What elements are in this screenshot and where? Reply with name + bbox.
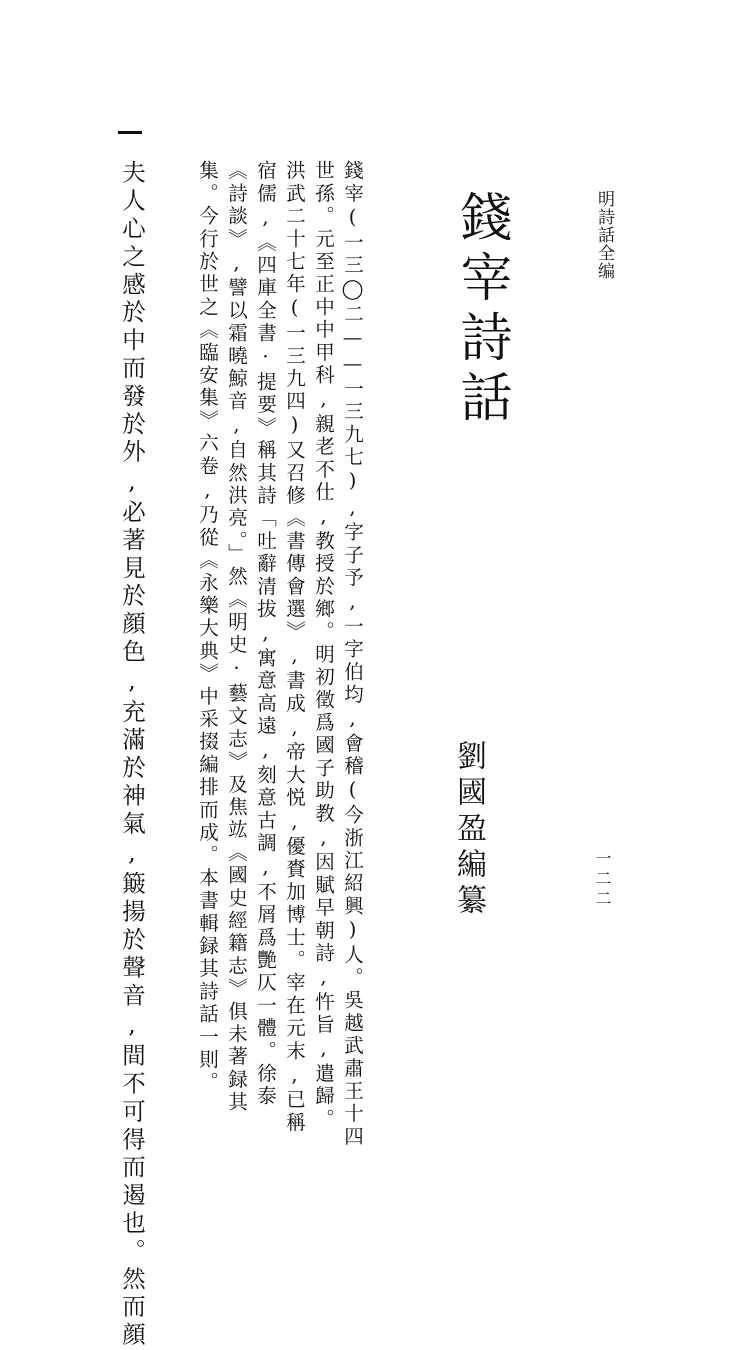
intro-column-6: 集。今行於世之《臨安集》六卷,乃從《永樂大典》中采掇編排而成。本書輯録其詩話一則。 (196, 160, 219, 1095)
section-rule (118, 131, 142, 134)
page-number: 一二二 (593, 850, 612, 910)
intro-column-2: 世孫。元至正中中甲科,親老不仕,教授於鄉。明初徵爲國子助教,因賦早朝詩,忤旨,遣歸。 (312, 160, 335, 1131)
intro-column-5: 《詩談》,譬以霜曉鯨音,自然洪亮。」然《明史·藝文志》及焦竑《國史經籍志》俱未著録其 (225, 160, 248, 1115)
page-title: 錢宰詩話 (451, 190, 511, 430)
running-head: 明詩話全编 (594, 190, 614, 280)
body-text-column: 夫人心之感於中而發於外,必著見於顔色,充滿於神氣,簸揚於聲音,間不可得而遏也。然而顔 (118, 160, 146, 1350)
author-credit: 劉國盈編纂 (451, 740, 486, 920)
intro-column-1: 錢宰(一三◯二——一三九七),字子予,一字伯均,會稽(今浙江紹興)人。吳越武肅王十四 (341, 160, 364, 1149)
intro-column-3: 洪武二十七年(一三九四)又召修《書傳會選》,書成,帝大悦,優賚加博士。宰在元末,已稱 (283, 160, 306, 1135)
intro-column-4: 宿儒,《四庫全書·提要》稱其詩「吐辭清拔,寓意高遠,刻意古調,不屑爲艷仄一體。徐泰 (254, 160, 277, 1109)
